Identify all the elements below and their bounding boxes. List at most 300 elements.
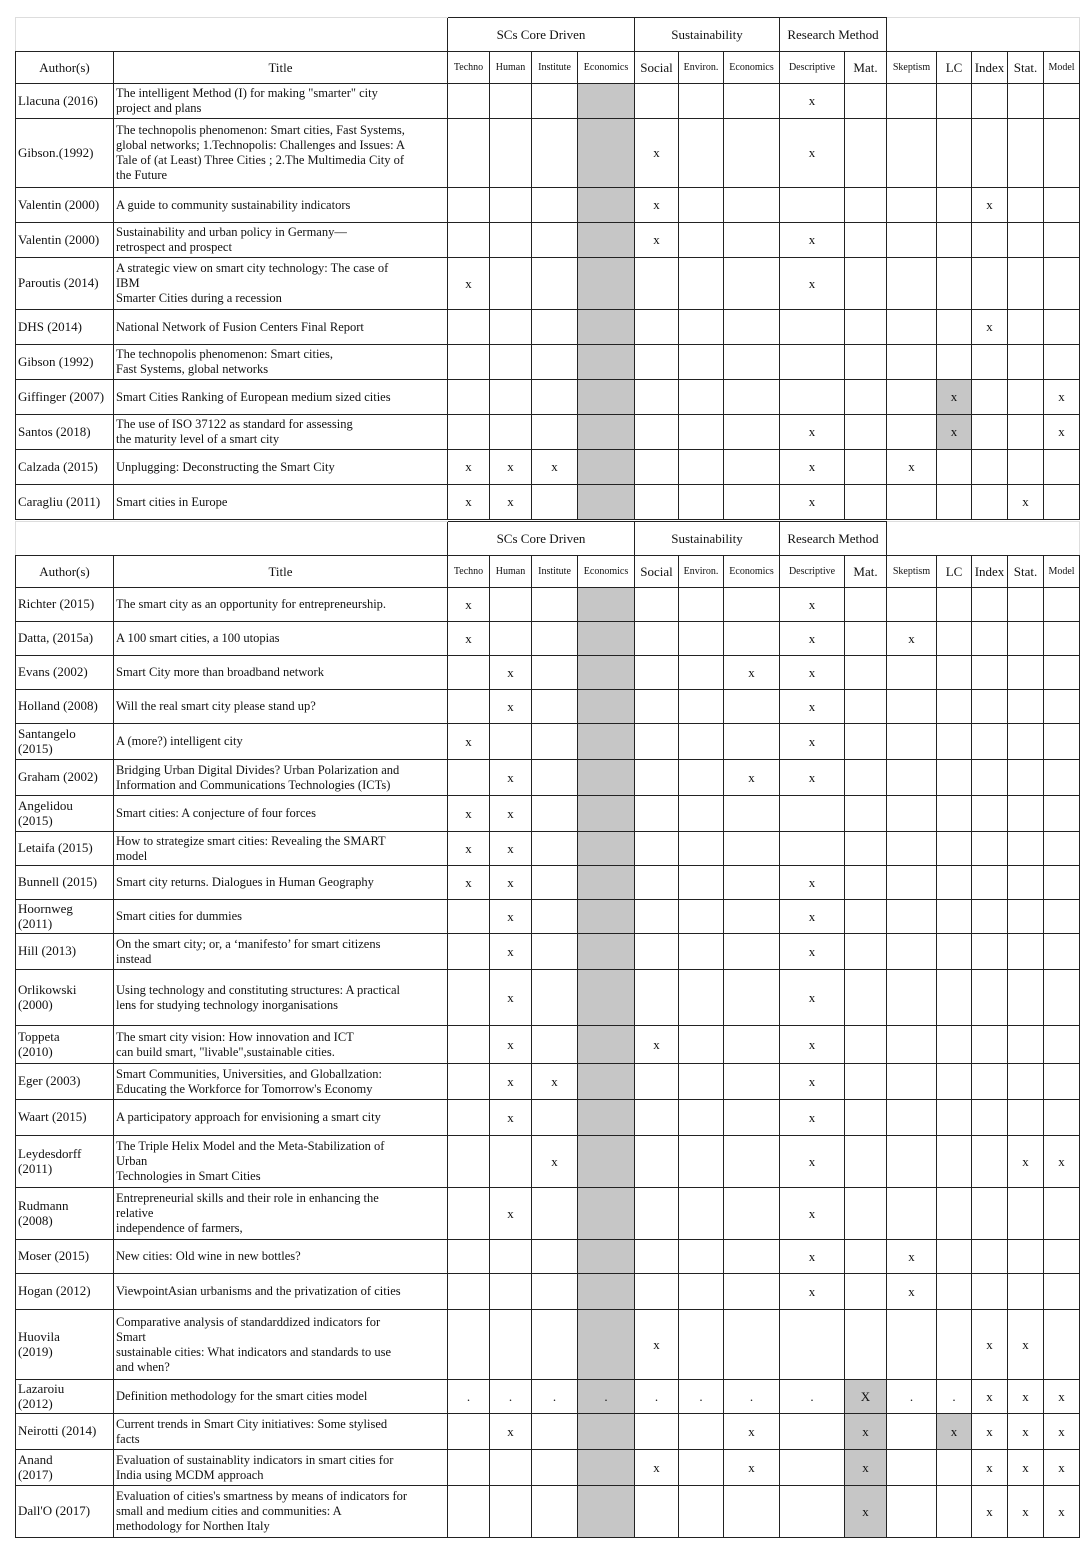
mark-index [972, 832, 1008, 866]
mark-descriptive [780, 380, 845, 415]
mark-stat: x [1008, 485, 1044, 520]
mark-institute [532, 1414, 578, 1450]
mark-lc [937, 1310, 972, 1380]
literature-table-1 [15, 17, 1080, 520]
mark-model: x [1044, 1414, 1080, 1450]
column-header-lc: LC [937, 52, 972, 84]
mark-economics-core [578, 450, 635, 485]
mark-mat [845, 380, 887, 415]
mark-economics-core [578, 796, 635, 832]
mark-institute: . [532, 1380, 578, 1414]
mark-skeptism [887, 970, 937, 1026]
author-cell: Huovila (2019) [16, 1310, 114, 1380]
mark-environ [679, 1486, 724, 1538]
mark-stat [1008, 724, 1044, 760]
mark-lc [937, 690, 972, 724]
mark-index [972, 622, 1008, 656]
mark-economics-core [578, 84, 635, 119]
mark-institute [532, 588, 578, 622]
mark-economics-sus [724, 622, 780, 656]
mark-mat: x [845, 1486, 887, 1538]
column-header-mat: Mat. [845, 52, 887, 84]
mark-economics-core [578, 656, 635, 690]
mark-environ [679, 1274, 724, 1310]
title-cell: A (more?) intelligent city [114, 724, 448, 760]
mark-techno: x [448, 832, 490, 866]
mark-index [972, 588, 1008, 622]
mark-economics-sus [724, 450, 780, 485]
mark-skeptism [887, 119, 937, 188]
mark-economics-core [578, 622, 635, 656]
mark-environ [679, 622, 724, 656]
title-cell: Will the real smart city please stand up? [114, 690, 448, 724]
mark-economics-sus [724, 1274, 780, 1310]
mark-index: x [972, 310, 1008, 345]
mark-descriptive: x [780, 450, 845, 485]
mark-skeptism [887, 934, 937, 970]
mark-model: x [1044, 1486, 1080, 1538]
mark-lc [937, 588, 972, 622]
mark-social [635, 1240, 679, 1274]
mark-environ: . [679, 1380, 724, 1414]
mark-mat [845, 934, 887, 970]
table-row [16, 832, 1080, 866]
mark-techno [448, 656, 490, 690]
mark-economics-sus [724, 1188, 780, 1240]
mark-index [972, 380, 1008, 415]
mark-techno [448, 223, 490, 258]
mark-skeptism [887, 760, 937, 796]
mark-human [490, 1486, 532, 1538]
author-cell: Santangelo (2015) [16, 724, 114, 760]
author-cell: Paroutis (2014) [16, 258, 114, 310]
author-cell: Valentin (2000) [16, 223, 114, 258]
mark-model [1044, 485, 1080, 520]
mark-index [972, 84, 1008, 119]
author-cell: Hill (2013) [16, 934, 114, 970]
mark-stat [1008, 760, 1044, 796]
mark-economics-sus [724, 690, 780, 724]
title-cell: A participatory approach for envisioning a smart city [114, 1100, 448, 1136]
mark-human: x [490, 1414, 532, 1450]
mark-environ [679, 832, 724, 866]
mark-social [635, 690, 679, 724]
mark-social [635, 656, 679, 690]
mark-stat [1008, 450, 1044, 485]
mark-social [635, 934, 679, 970]
mark-human [490, 1136, 532, 1188]
mark-social: x [635, 1026, 679, 1064]
mark-environ [679, 119, 724, 188]
mark-index [972, 415, 1008, 450]
column-header-institute: Institute [532, 52, 578, 84]
mark-social [635, 1486, 679, 1538]
mark-lc [937, 258, 972, 310]
mark-index [972, 450, 1008, 485]
mark-lc [937, 760, 972, 796]
table-row [16, 656, 1080, 690]
author-cell: Calzada (2015) [16, 450, 114, 485]
mark-environ [679, 188, 724, 223]
mark-skeptism [887, 724, 937, 760]
mark-institute [532, 1310, 578, 1380]
mark-model [1044, 84, 1080, 119]
table-row [16, 1414, 1080, 1450]
title-cell: National Network of Fusion Centers Final Report [114, 310, 448, 345]
blank-cell [16, 522, 448, 556]
title-cell: How to strategize smart cities: Revealing the SMART model [114, 832, 448, 866]
mark-lc: x [937, 1414, 972, 1450]
mark-techno: x [448, 588, 490, 622]
mark-institute: x [532, 1136, 578, 1188]
title-cell: Smart cities in Europe [114, 485, 448, 520]
column-header-environ: Environ. [679, 556, 724, 588]
mark-index [972, 866, 1008, 900]
mark-mat [845, 1064, 887, 1100]
group-header-sustainability: Sustainability [635, 18, 780, 52]
mark-descriptive: x [780, 1274, 845, 1310]
title-cell: Smart Communities, Universities, and Globallzation: Educating the Workforce for Tomorrow's Economy [114, 1064, 448, 1100]
column-header-row [16, 556, 1080, 588]
mark-lc [937, 622, 972, 656]
mark-descriptive [780, 1310, 845, 1380]
mark-skeptism [887, 258, 937, 310]
mark-techno [448, 1414, 490, 1450]
mark-mat [845, 1026, 887, 1064]
mark-human: x [490, 760, 532, 796]
mark-model [1044, 1310, 1080, 1380]
mark-lc [937, 1486, 972, 1538]
mark-economics-core [578, 588, 635, 622]
title-cell: The intelligent Method (I) for making "smarter" city project and plans [114, 84, 448, 119]
mark-index: x [972, 1414, 1008, 1450]
mark-model [1044, 796, 1080, 832]
group-header-row [16, 18, 1080, 52]
mark-index [972, 690, 1008, 724]
mark-economics-core [578, 258, 635, 310]
mark-institute [532, 866, 578, 900]
mark-mat [845, 900, 887, 934]
mark-economics-core [578, 485, 635, 520]
mark-human [490, 588, 532, 622]
mark-human [490, 724, 532, 760]
mark-lc [937, 1136, 972, 1188]
column-header-economics-sus: Economics [724, 52, 780, 84]
mark-human: x [490, 1188, 532, 1240]
mark-economics-core [578, 1274, 635, 1310]
author-cell: Toppeta (2010) [16, 1026, 114, 1064]
mark-economics-core [578, 1136, 635, 1188]
mark-social [635, 84, 679, 119]
table-row [16, 223, 1080, 258]
mark-descriptive: x [780, 866, 845, 900]
mark-environ [679, 588, 724, 622]
mark-social: x [635, 223, 679, 258]
mark-stat [1008, 380, 1044, 415]
mark-mat [845, 1240, 887, 1274]
mark-skeptism [887, 84, 937, 119]
mark-descriptive: x [780, 656, 845, 690]
mark-economics-sus [724, 1064, 780, 1100]
mark-environ [679, 866, 724, 900]
mark-mat [845, 656, 887, 690]
column-header-stat: Stat. [1008, 52, 1044, 84]
mark-lc [937, 119, 972, 188]
mark-institute [532, 84, 578, 119]
mark-skeptism [887, 1026, 937, 1064]
mark-skeptism [887, 1100, 937, 1136]
mark-social [635, 380, 679, 415]
mark-human [490, 223, 532, 258]
mark-human: x [490, 1064, 532, 1100]
mark-index: x [972, 1486, 1008, 1538]
mark-index [972, 900, 1008, 934]
mark-descriptive [780, 345, 845, 380]
mark-skeptism [887, 1450, 937, 1486]
mark-economics-sus [724, 485, 780, 520]
column-header-economics-core: Economics [578, 556, 635, 588]
mark-economics-sus [724, 188, 780, 223]
title-cell: Evaluation of sustainablity indicators in smart cities for India using MCDM approach [114, 1450, 448, 1486]
mark-descriptive: x [780, 622, 845, 656]
mark-environ [679, 1310, 724, 1380]
mark-model [1044, 900, 1080, 934]
mark-mat [845, 866, 887, 900]
table-row [16, 588, 1080, 622]
mark-human [490, 1274, 532, 1310]
mark-techno [448, 1310, 490, 1380]
mark-techno: x [448, 866, 490, 900]
mark-institute [532, 622, 578, 656]
author-cell: Llacuna (2016) [16, 84, 114, 119]
table-row [16, 866, 1080, 900]
column-header-lc: LC [937, 556, 972, 588]
mark-skeptism [887, 832, 937, 866]
author-cell: Giffinger (2007) [16, 380, 114, 415]
author-cell: Santos (2018) [16, 415, 114, 450]
mark-skeptism: x [887, 1274, 937, 1310]
mark-environ [679, 970, 724, 1026]
table-row [16, 934, 1080, 970]
mark-environ [679, 656, 724, 690]
mark-environ [679, 258, 724, 310]
mark-stat [1008, 1274, 1044, 1310]
mark-techno [448, 1486, 490, 1538]
mark-social [635, 796, 679, 832]
mark-human: x [490, 832, 532, 866]
group-header-core: SCs Core Driven [448, 18, 635, 52]
author-cell: Moser (2015) [16, 1240, 114, 1274]
mark-lc [937, 724, 972, 760]
mark-descriptive: x [780, 415, 845, 450]
mark-human [490, 415, 532, 450]
mark-economics-sus: . [724, 1380, 780, 1414]
author-cell: Datta, (2015a) [16, 622, 114, 656]
mark-index [972, 1100, 1008, 1136]
mark-human [490, 258, 532, 310]
mark-economics-core [578, 1188, 635, 1240]
column-header-author: Author(s) [16, 52, 114, 84]
mark-mat [845, 1188, 887, 1240]
mark-techno [448, 310, 490, 345]
mark-index [972, 345, 1008, 380]
author-cell: Anand (2017) [16, 1450, 114, 1486]
column-header-economics-sus: Economics [724, 556, 780, 588]
mark-human: x [490, 485, 532, 520]
mark-economics-core [578, 1240, 635, 1274]
mark-human [490, 119, 532, 188]
title-cell: Smart City more than broadband network [114, 656, 448, 690]
table-row [16, 1136, 1080, 1188]
mark-social [635, 970, 679, 1026]
blank-cell [887, 18, 1080, 52]
mark-lc [937, 1100, 972, 1136]
mark-economics-core [578, 380, 635, 415]
author-cell: Hogan (2012) [16, 1274, 114, 1310]
mark-social [635, 310, 679, 345]
mark-techno: x [448, 450, 490, 485]
mark-lc [937, 345, 972, 380]
author-cell: Hoornweg (2011) [16, 900, 114, 934]
mark-techno [448, 345, 490, 380]
mark-institute [532, 1188, 578, 1240]
column-header-index: Index [972, 52, 1008, 84]
mark-lc [937, 900, 972, 934]
author-cell: Waart (2015) [16, 1100, 114, 1136]
author-cell: Gibson.(1992) [16, 119, 114, 188]
mark-economics-sus [724, 900, 780, 934]
mark-economics-sus: x [724, 1450, 780, 1486]
mark-techno [448, 119, 490, 188]
mark-institute [532, 832, 578, 866]
mark-social [635, 760, 679, 796]
column-header-skeptism: Skeptism [887, 556, 937, 588]
mark-human [490, 84, 532, 119]
mark-economics-core [578, 119, 635, 188]
mark-mat [845, 1100, 887, 1136]
mark-stat [1008, 656, 1044, 690]
mark-descriptive [780, 832, 845, 866]
mark-descriptive: x [780, 724, 845, 760]
mark-index [972, 485, 1008, 520]
mark-mat: x [845, 1450, 887, 1486]
column-header-skeptism: Skeptism [887, 52, 937, 84]
mark-descriptive: x [780, 760, 845, 796]
mark-institute [532, 485, 578, 520]
mark-institute [532, 1450, 578, 1486]
mark-human [490, 310, 532, 345]
table-row [16, 1380, 1080, 1414]
mark-human [490, 1310, 532, 1380]
mark-environ [679, 690, 724, 724]
mark-techno: x [448, 485, 490, 520]
mark-institute [532, 760, 578, 796]
blank-cell [16, 18, 448, 52]
mark-skeptism [887, 690, 937, 724]
mark-economics-core [578, 866, 635, 900]
mark-human: x [490, 450, 532, 485]
mark-stat: x [1008, 1380, 1044, 1414]
mark-environ [679, 1450, 724, 1486]
title-cell: Smart cities: A conjecture of four forces [114, 796, 448, 832]
mark-descriptive: x [780, 900, 845, 934]
mark-skeptism: x [887, 622, 937, 656]
mark-index [972, 1240, 1008, 1274]
mark-mat [845, 258, 887, 310]
mark-social [635, 450, 679, 485]
mark-mat [845, 690, 887, 724]
author-cell: Neirotti (2014) [16, 1414, 114, 1450]
title-cell: Sustainability and urban policy in Germany— retrospect and prospect [114, 223, 448, 258]
column-header-author: Author(s) [16, 556, 114, 588]
mark-model [1044, 1026, 1080, 1064]
title-cell: The smart city vision: How innovation and ICT can build smart, "livable",sustainable cities. [114, 1026, 448, 1064]
mark-economics-sus [724, 1136, 780, 1188]
mark-economics-sus [724, 1310, 780, 1380]
column-header-descriptive: Descriptive [780, 556, 845, 588]
title-cell: ViewpointAsian urbanisms and the privatization of cities [114, 1274, 448, 1310]
group-header-research: Research Method [780, 18, 887, 52]
mark-techno [448, 1274, 490, 1310]
mark-lc [937, 450, 972, 485]
author-cell: Richter (2015) [16, 588, 114, 622]
column-header-title: Title [114, 556, 448, 588]
mark-mat [845, 1310, 887, 1380]
mark-economics-core [578, 345, 635, 380]
column-header-model: Model [1044, 556, 1080, 588]
mark-model [1044, 724, 1080, 760]
mark-techno [448, 1026, 490, 1064]
mark-economics-core [578, 934, 635, 970]
column-header-social: Social [635, 556, 679, 588]
mark-environ [679, 310, 724, 345]
mark-model [1044, 345, 1080, 380]
mark-lc [937, 1450, 972, 1486]
table-row [16, 1240, 1080, 1274]
mark-lc [937, 1240, 972, 1274]
column-header-social: Social [635, 52, 679, 84]
mark-economics-sus [724, 84, 780, 119]
mark-economics-sus [724, 223, 780, 258]
mark-techno: . [448, 1380, 490, 1414]
mark-index [972, 760, 1008, 796]
mark-human [490, 380, 532, 415]
mark-skeptism: x [887, 1240, 937, 1274]
mark-economics-core [578, 1450, 635, 1486]
mark-social [635, 1136, 679, 1188]
mark-index [972, 1274, 1008, 1310]
mark-human: x [490, 656, 532, 690]
mark-human: x [490, 1026, 532, 1064]
mark-economics-sus [724, 310, 780, 345]
mark-economics-sus: x [724, 760, 780, 796]
mark-model [1044, 1100, 1080, 1136]
mark-social: x [635, 1450, 679, 1486]
mark-environ [679, 934, 724, 970]
mark-social: x [635, 188, 679, 223]
table-row [16, 1188, 1080, 1240]
table-row [16, 380, 1080, 415]
mark-social [635, 1414, 679, 1450]
mark-economics-sus [724, 866, 780, 900]
mark-mat [845, 832, 887, 866]
mark-model [1044, 832, 1080, 866]
mark-environ [679, 900, 724, 934]
table-row [16, 1026, 1080, 1064]
mark-model [1044, 1274, 1080, 1310]
mark-stat [1008, 690, 1044, 724]
column-header-row [16, 52, 1080, 84]
